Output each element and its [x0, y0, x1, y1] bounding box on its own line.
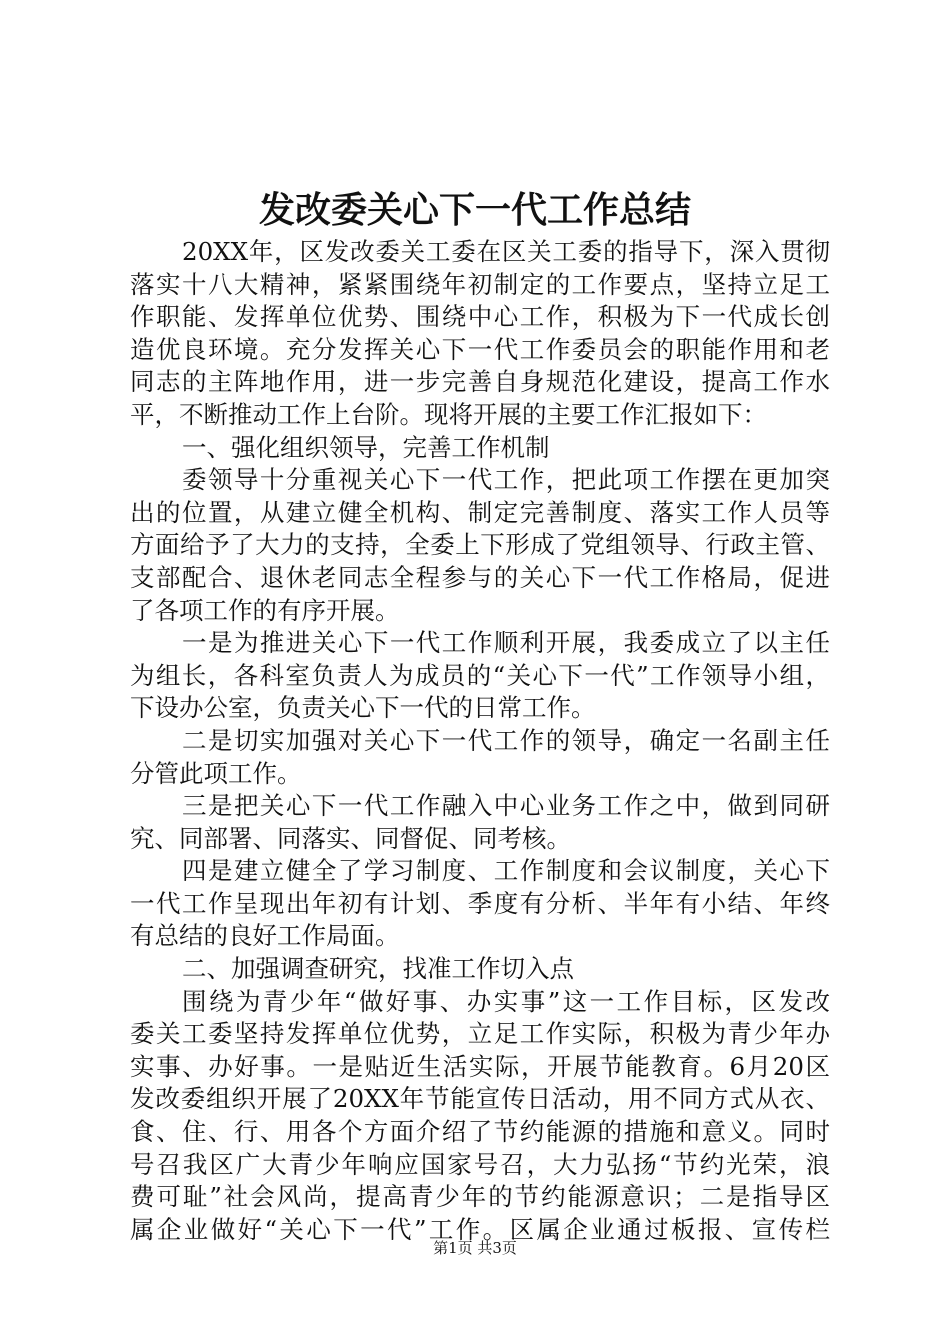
- text-line: 围绕为青少年“做好事、办实事”这一工作目标，区发改: [182, 986, 830, 1016]
- text-line: 究、同部署、同落实、同督促、同考核。: [130, 823, 571, 853]
- text-line: 支部配合、退休老同志全程参与的关心下一代工作格局，促进: [130, 562, 830, 592]
- text-line: 平，不断推动工作上台阶。现将开展的主要工作汇报如下：: [130, 399, 767, 429]
- text-line: 委领导十分重视关心下一代工作，把此项工作摆在更加突: [182, 465, 830, 495]
- text-line: 发改委组织开展了20XX年节能宣传日活动，用不同方式从衣、: [130, 1084, 830, 1114]
- text-line: 20XX年，区发改委关工委在区关工委的指导下，深入贯彻: [182, 237, 830, 266]
- document-title: 发改委关心下一代工作总结: [258, 189, 691, 231]
- text-line: 食、住、行、用各个方面介绍了节约能源的措施和意义。同时: [130, 1117, 830, 1147]
- text-line: 造优良环境。充分发挥关心下一代工作委员会的职能作用和老: [130, 334, 830, 364]
- text-line: 一是为推进关心下一代工作顺利开展，我委成立了以主任: [182, 628, 830, 658]
- text-line: 同志的主阵地作用，进一步完善自身规范化建设，提高工作水: [130, 367, 830, 397]
- text-line: 落实十八大精神，紧紧围绕年初制定的工作要点，坚持立足工: [130, 269, 830, 299]
- text-line: 方面给予了大力的支持，全委上下形成了党组领导、行政主管、: [130, 530, 830, 560]
- text-line: 下设办公室，负责关心下一代的日常工作。: [130, 693, 596, 723]
- text-line: 号召我区广大青少年响应国家号召，大力弘扬“节约光荣，浪: [130, 1149, 830, 1179]
- text-line: 了各项工作的有序开展。: [130, 595, 400, 625]
- text-line: 作职能、发挥单位优势、围绕中心工作，积极为下一代成长创: [130, 302, 830, 332]
- text-line: 一代工作呈现出年初有计划、季度有分析、半年有小结、年终: [130, 888, 830, 918]
- page-footer: 第1页 共3页: [433, 1239, 517, 1257]
- text-line: 委关工委坚持发挥单位优势，立足工作实际，积极为青少年办: [130, 1019, 830, 1049]
- text-line: 有总结的良好工作局面。: [130, 921, 400, 951]
- text-line: 为组长，各科室负责人为成员的“关心下一代”工作领导小组，: [130, 660, 830, 690]
- text-line: 二是切实加强对关心下一代工作的领导，确定一名副主任: [182, 725, 830, 755]
- text-line: 一、强化组织领导，完善工作机制: [182, 432, 550, 462]
- text-line: 分管此项工作。: [130, 758, 302, 788]
- document-body: [130, 236, 830, 1246]
- text-line: 四是建立健全了学习制度、工作制度和会议制度，关心下: [182, 856, 830, 886]
- text-line: 三是把关心下一代工作融入中心业务工作之中，做到同研: [182, 791, 830, 821]
- text-line: 属企业做好“关心下一代”工作。区属企业通过板报、宣传栏: [130, 1214, 830, 1244]
- text-line: 出的位置，从建立健全机构、制定完善制度、落实工作人员等: [130, 497, 830, 527]
- text-line: 费可耻”社会风尚，提高青少年的节约能源意识；二是指导区: [130, 1182, 830, 1212]
- text-line: 实事、办好事。一是贴近生活实际，开展节能教育。6月20区: [130, 1051, 830, 1081]
- text-line: 二、加强调查研究，找准工作切入点: [182, 954, 574, 984]
